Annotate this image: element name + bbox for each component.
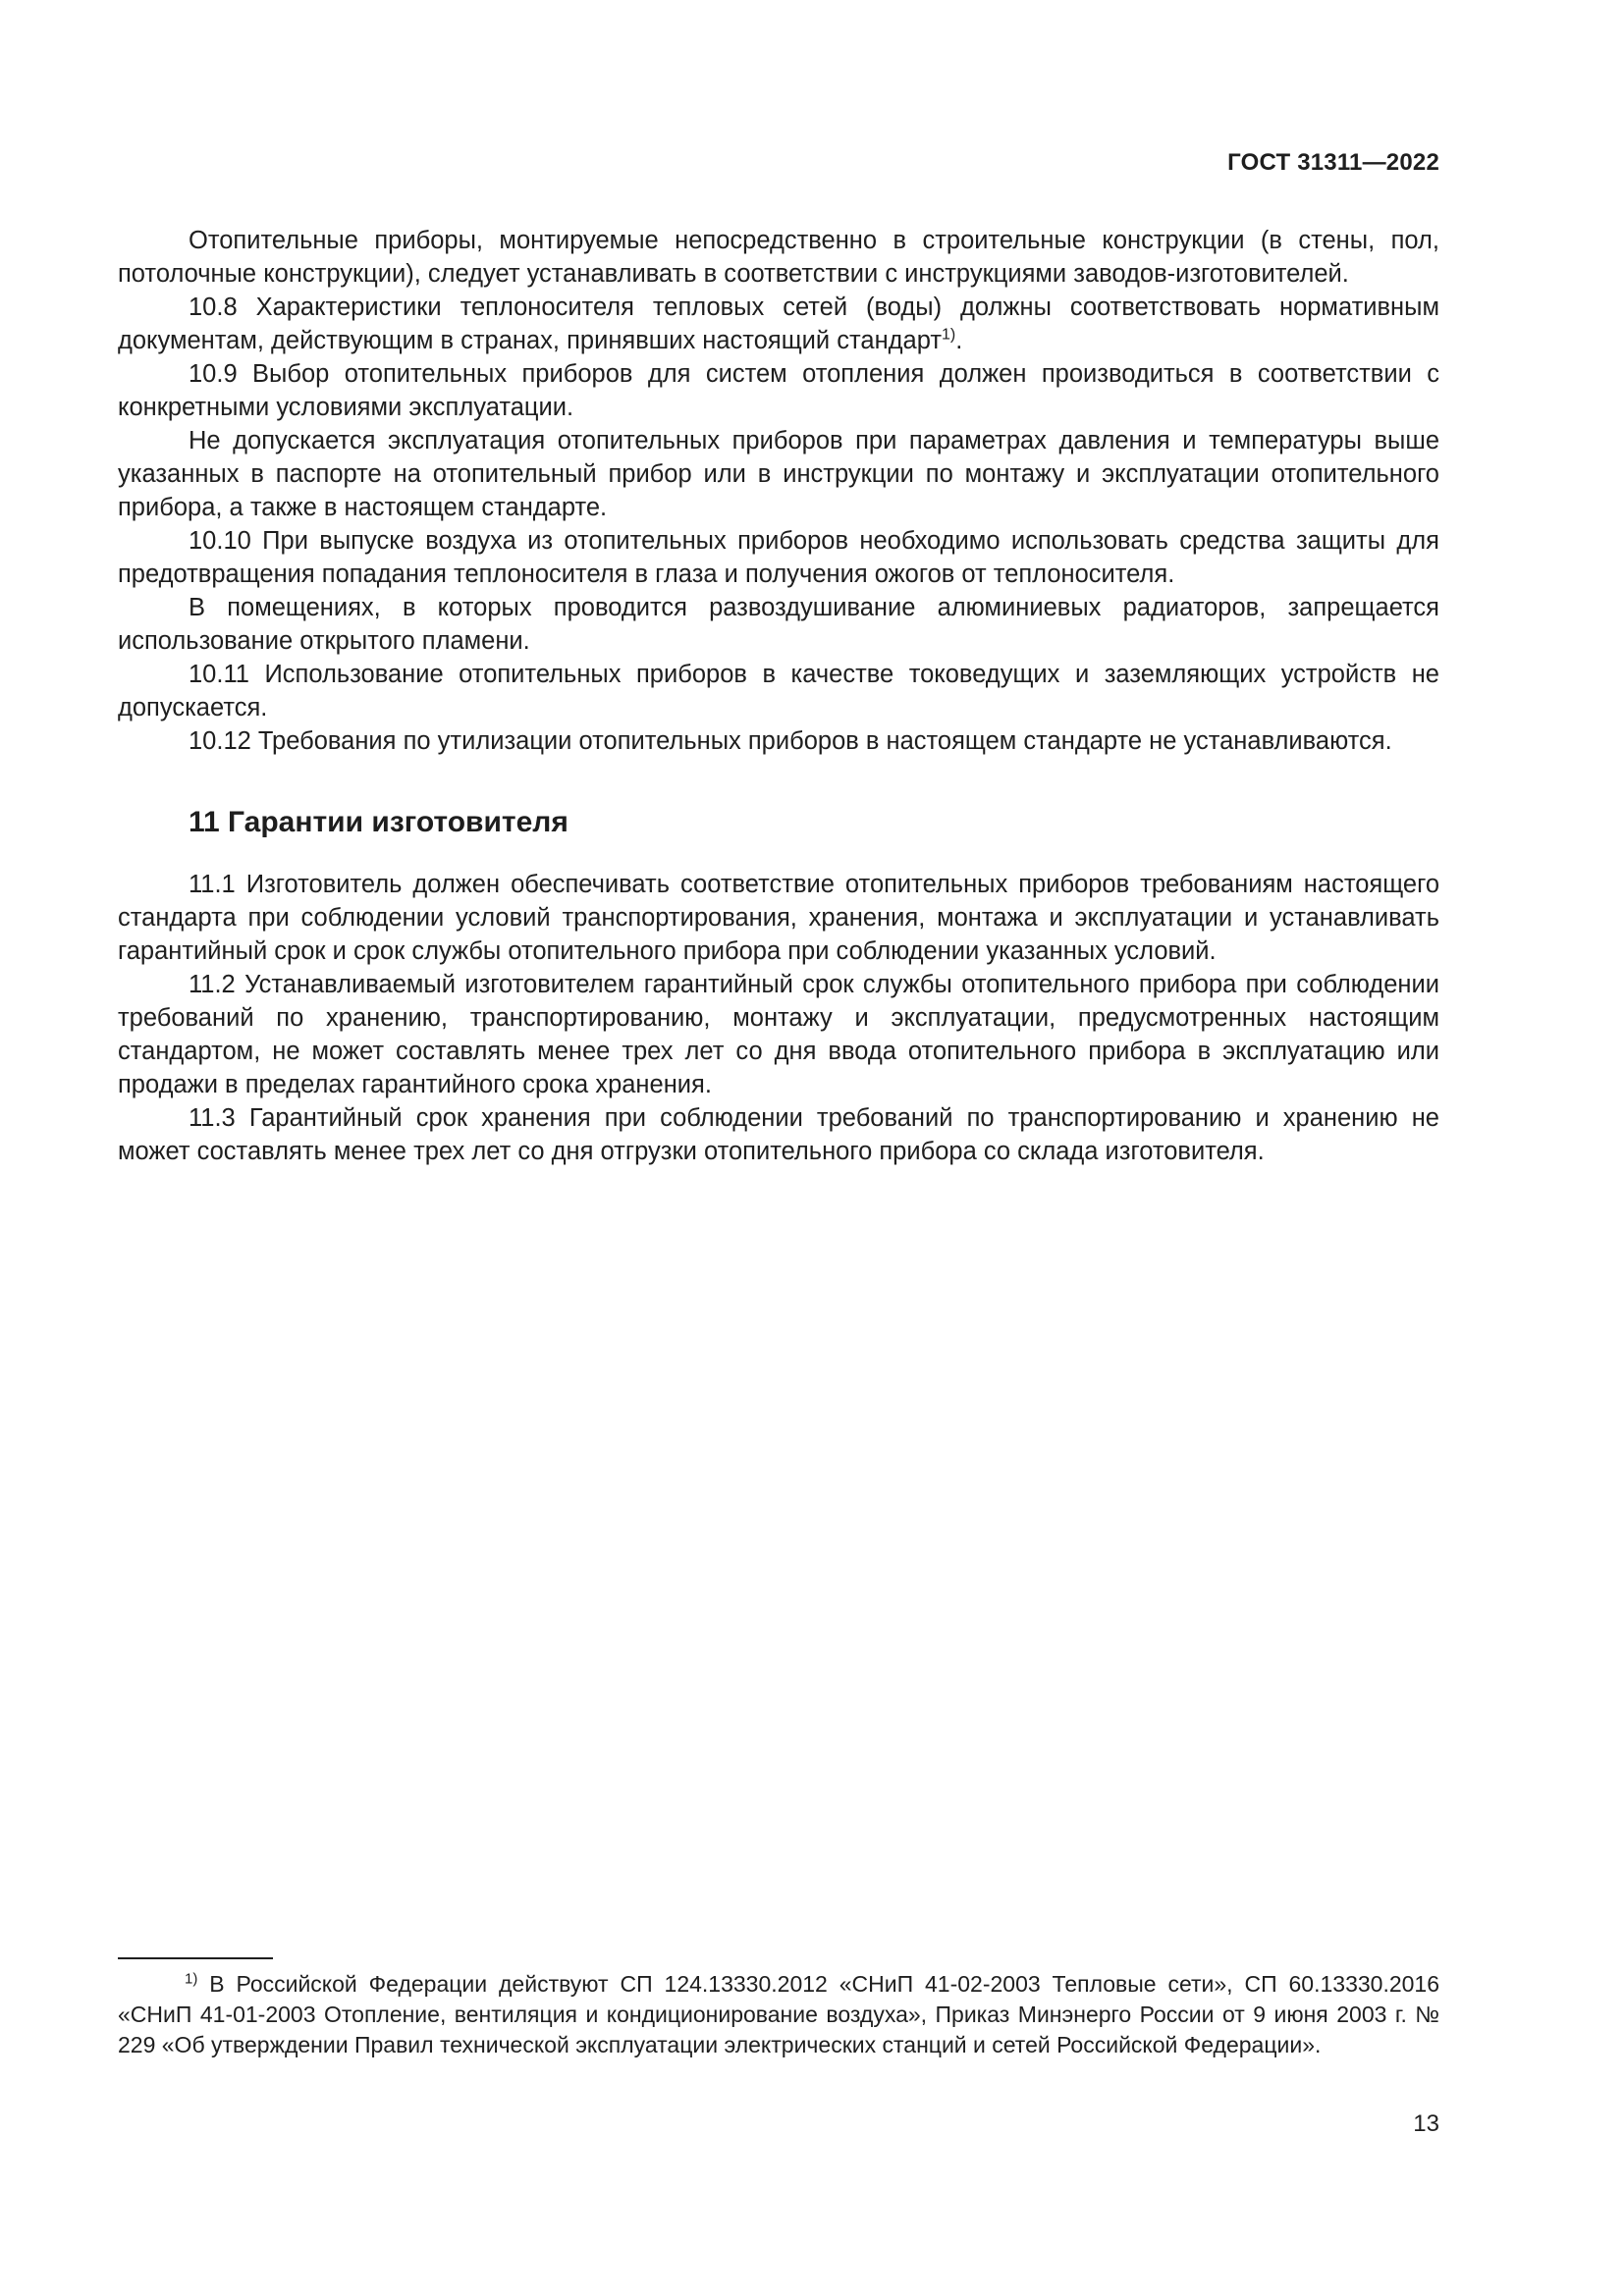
paragraph-10-8-end: . [955,327,963,354]
paragraph-embedded-heaters: Отопительные приборы, монтируемые непосредственно в строительные конструкции (в стены, пол, потолочные конструкции), следует устанавливать в соответствии с инструкциями заводов-изготовителей. [118,227,1439,288]
footnote-reference[interactable]: 1) [942,326,956,344]
paragraph-11-3: 11.3 Гарантийный срок хранения при соблюдении требований по транспортированию и хранению не может составлять менее трех лет со дня отгрузки отопительного прибора со склада изготовителя. [118,1104,1439,1165]
paragraph-11-1: 11.1 Изготовитель должен обеспечивать соответствие отопительных приборов требованиям настоящего стандарта при соблюдении условий транспортирования, хранения, монтажа и эксплуатации и устанавливать гарантийный срок и срок службы отопительного прибора при соблюдении указанных условий. [118,871,1439,965]
paragraph-open-flame: В помещениях, в которых проводится развоздушивание алюминиевых радиаторов, запрещается использование открытого пламени. [118,594,1439,655]
paragraph-10-12: 10.12 Требования по утилизации отопительных приборов в настоящем стандарте не устанавливаются. [189,727,1392,755]
page-number: 13 [1413,2110,1439,2137]
paragraph-10-9: 10.9 Выбор отопительных приборов для систем отопления должен производиться в соответствии с конкретными условиями эксплуатации. [118,360,1439,421]
paragraph-10-11: 10.11 Использование отопительных приборов в качестве токоведущих и заземляющих устройств не допускается. [118,661,1439,721]
paragraph-11-2: 11.2 Устанавливаемый изготовителем гарантийный срок службы отопительного прибора при соблюдении требований по хранению, транспортированию, монтажу и эксплуатации, предусмотренных настоящим стандартом, не может составлять менее трех лет со дня ввода отопительного прибора в эксплуатацию или продажи в пределах гарантийного срока хранения. [118,971,1439,1098]
standard-code: ГОСТ 31311—2022 [1227,149,1439,176]
paragraph-10-8-text: 10.8 Характеристики теплоносителя тепловых сетей (воды) должны соответствовать нормативным документам, действующим в странах, принявших настоящий стандарт [118,294,1439,354]
footnote-divider [118,1957,273,1959]
footnote-text: В Российской Федерации действуют СП 124.13330.2012 «СНиП 41-02-2003 Тепловые сети», СП 60.13330.2016 «СНиП 41-01-2003 Отопление, вентиляция и кондиционирование воздуха», Приказ Минэнерго России от 9 июня 2003 г. № 229 «Об утверждении Правил технической эксплуатации электрических станций и сетей Российской Федерации». [118,1971,1439,2057]
footnote-mark: 1) [185,1970,198,1988]
paragraph-10-10: 10.10 При выпуске воздуха из отопительных приборов необходимо использовать средства защиты для предотвращения попадания теплоносителя в глаза и получения ожогов от теплоносителя. [118,527,1439,588]
document-body [118,224,1439,1168]
section-11-heading: 11 Гарантии изготовителя [189,806,568,838]
paragraph-10-8 [118,291,1439,357]
paragraph-operation-limits: Не допускается эксплуатация отопительных приборов при параметрах давления и температуры выше указанных в паспорте на отопительный прибор или в инструкции по монтажу и эксплуатации отопительного прибора, а также в настоящем стандарте. [118,427,1439,521]
footnote-1 [118,1969,1439,2060]
